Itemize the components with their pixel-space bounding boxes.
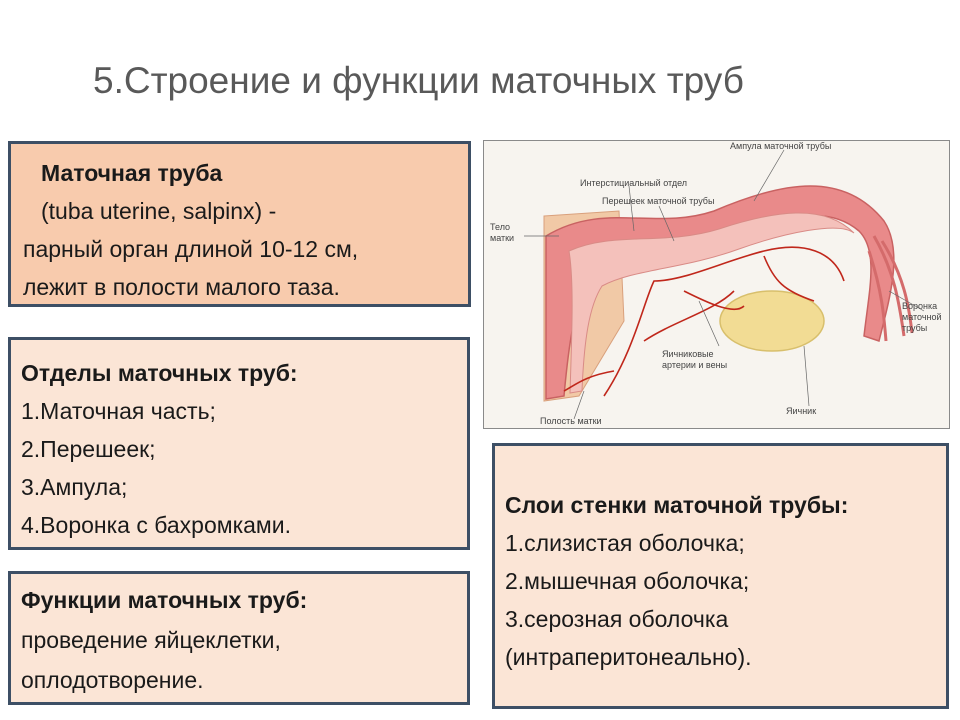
label-uterus-body-line-2: матки <box>490 233 515 243</box>
definition-box <box>8 141 471 307</box>
label-infundibulum-line-2: маточной <box>902 312 942 322</box>
ovary-shape <box>720 291 824 351</box>
parts-heading: Отделы маточных труб: <box>21 360 298 386</box>
fallopian-tube-drawing <box>484 141 949 428</box>
label-ampulla: Ампула маточной трубы <box>730 141 832 151</box>
label-ovarian-vessels-line-1: Яичниковые <box>662 349 714 359</box>
label-infundibulum-line-1: Воронка <box>902 301 938 311</box>
label-isthmus: Перешеек маточной трубы <box>602 196 715 206</box>
label-ovarian-vessels-line-2: артерии и вены <box>662 360 728 370</box>
parts-item: 4.Воронка с бахромками. <box>21 512 291 538</box>
layers-box <box>492 443 949 709</box>
functions-line-1: проведение яйцеклетки, <box>21 627 281 653</box>
layers-item: (интраперитонеально). <box>505 644 752 670</box>
functions-heading: Функции маточных труб: <box>21 587 308 613</box>
functions-box <box>8 571 470 705</box>
parts-item: 3.Ампула; <box>21 474 128 500</box>
layers-item: 1.слизистая оболочка; <box>505 530 745 556</box>
definition-line-1: парный орган длиной 10-12 см, <box>23 236 359 262</box>
definition-latin: (tuba uterine, salpinx) - <box>41 198 277 224</box>
slide-title: 5.Строение и функции маточных труб <box>93 60 744 101</box>
label-uterine-cavity: Полость матки <box>540 416 602 426</box>
label-infundibulum-line-3: трубы <box>902 323 928 333</box>
layers-heading: Слои стенки маточной трубы: <box>505 492 849 518</box>
label-interstitial: Интерстициальный отдел <box>580 178 688 188</box>
functions-line-2: оплодотворение. <box>21 667 204 693</box>
definition-line-2: лежит в полости малого таза. <box>23 274 340 300</box>
parts-box <box>8 337 470 550</box>
parts-item: 2.Перешеек; <box>21 436 156 462</box>
definition-heading: Маточная труба <box>41 160 223 186</box>
label-ovary: Яичник <box>786 406 817 416</box>
layers-item: 3.серозная оболочка <box>505 606 729 632</box>
layers-item: 2.мышечная оболочка; <box>505 568 750 594</box>
parts-item: 1.Маточная часть; <box>21 398 216 424</box>
fallopian-tube-illustration <box>483 140 950 429</box>
label-uterus-body-line-1: Тело <box>490 222 511 232</box>
